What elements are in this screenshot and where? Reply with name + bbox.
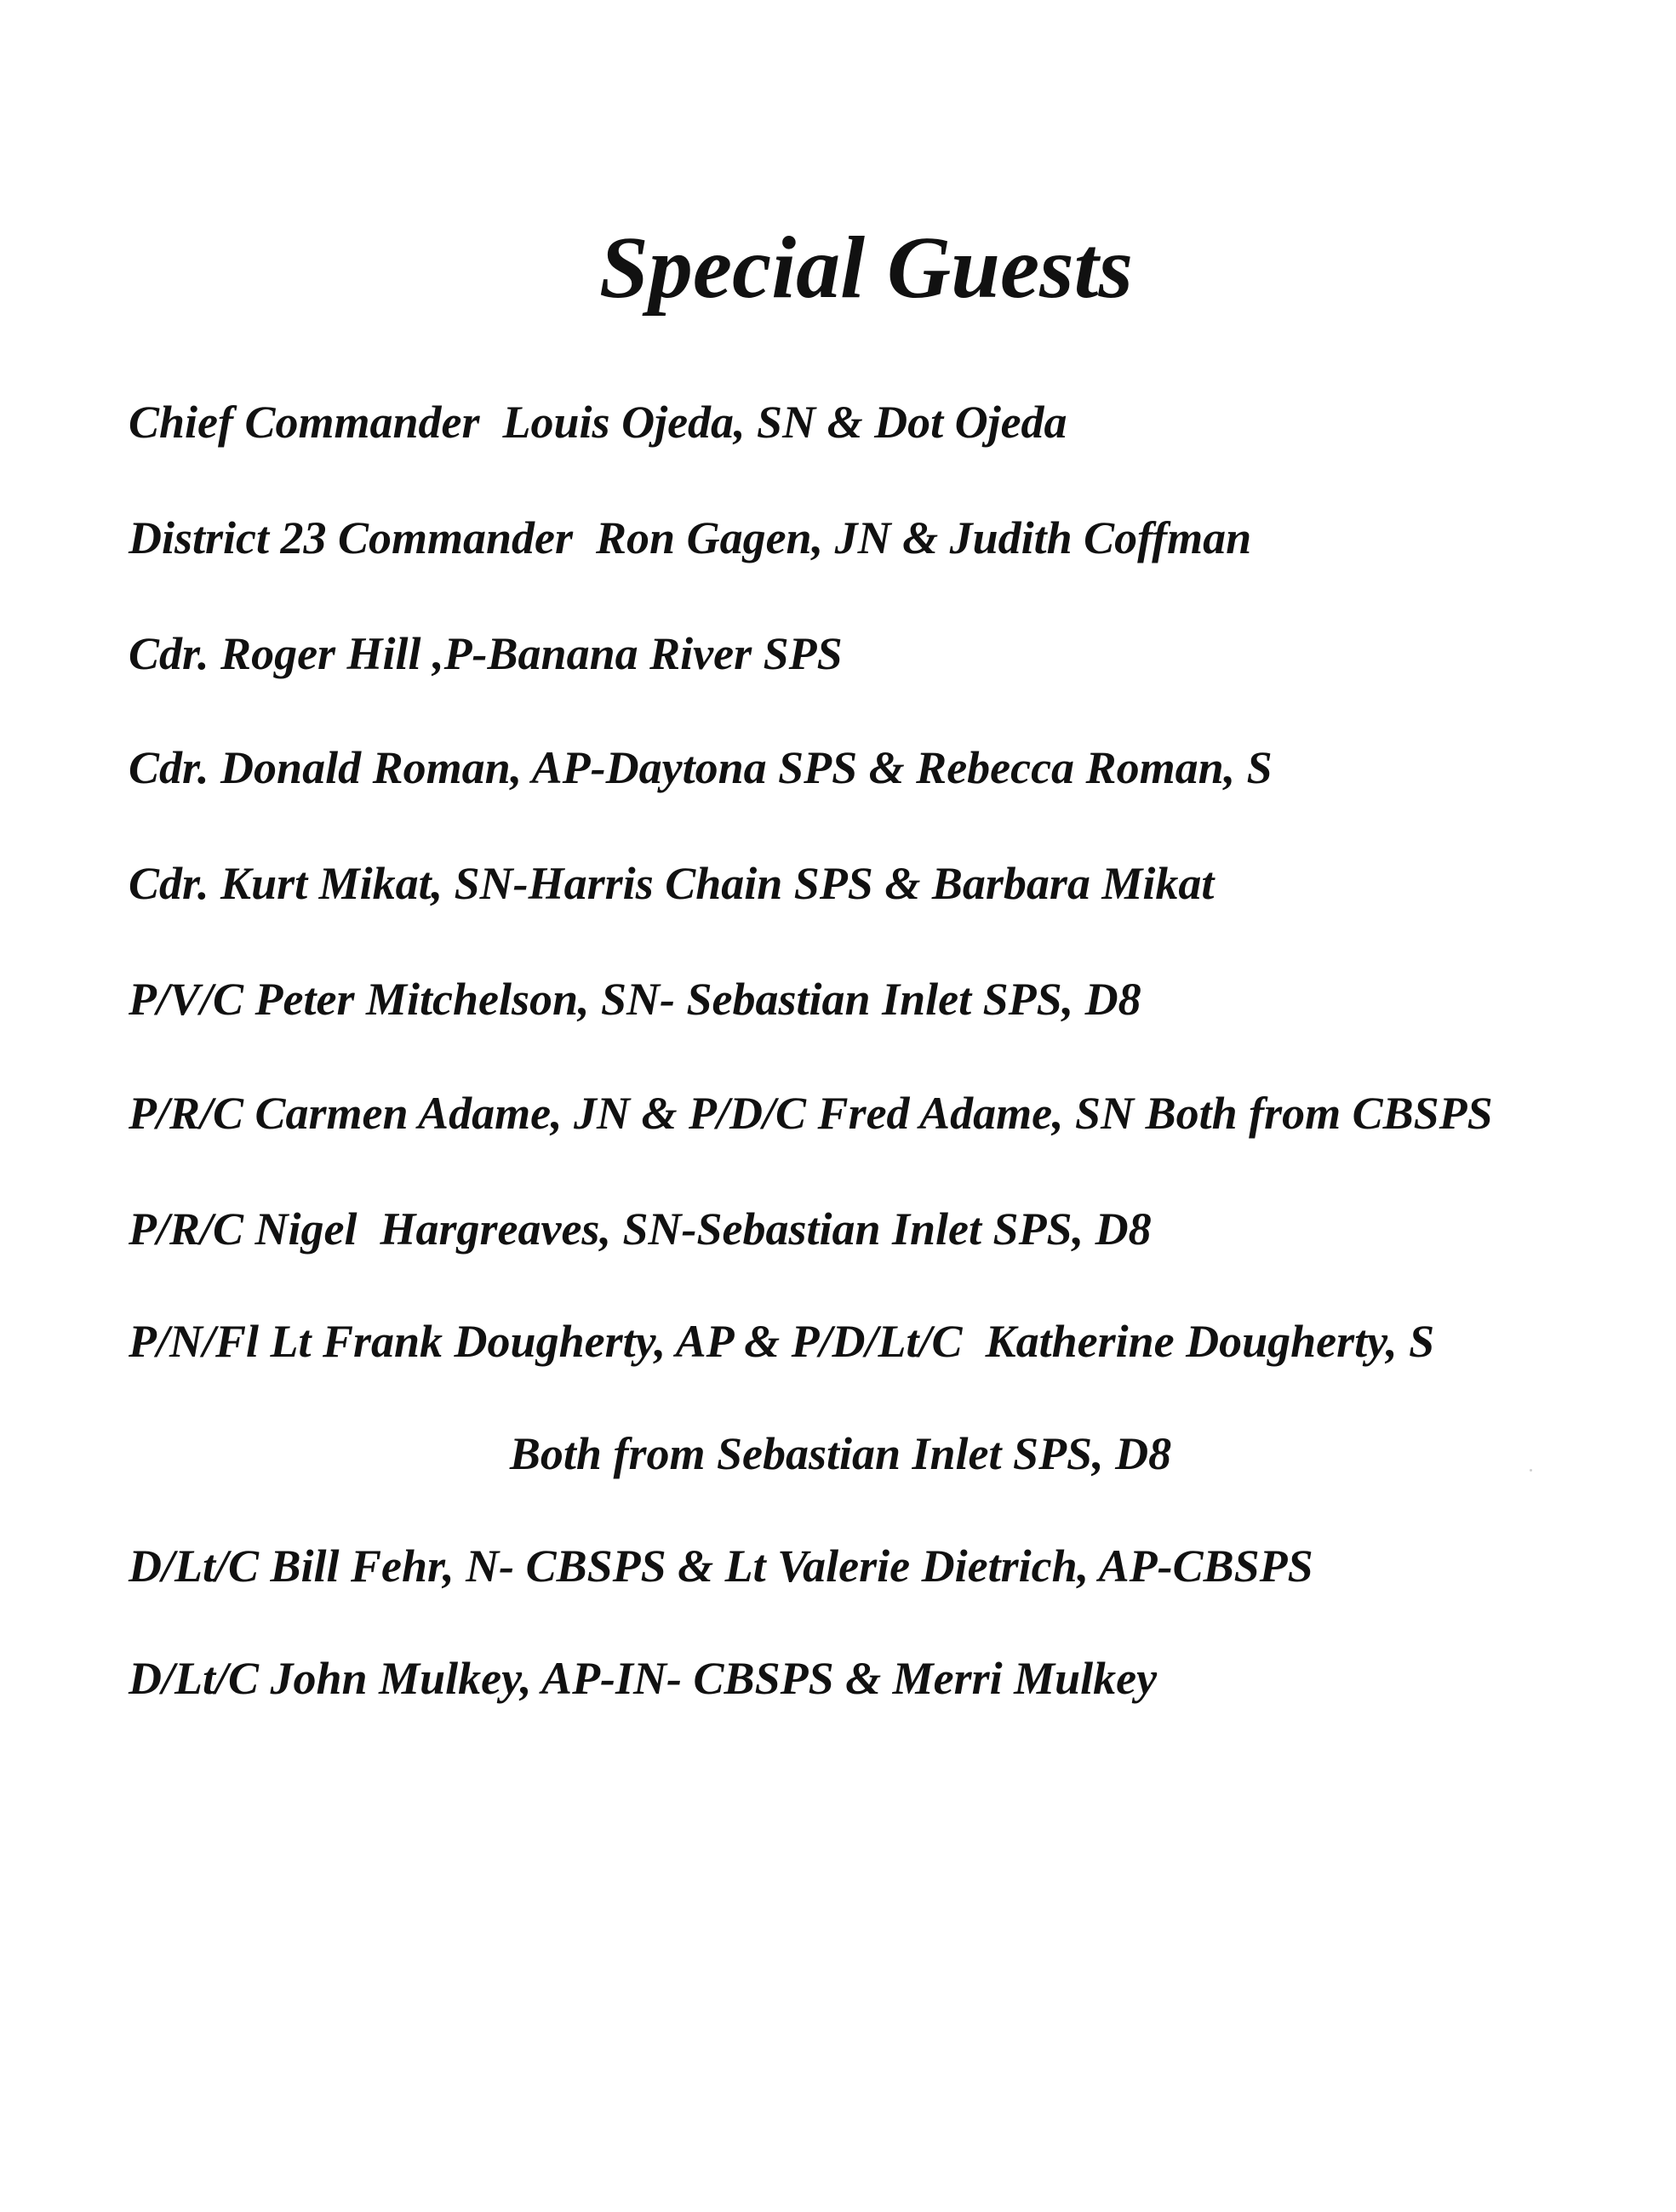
guest-line: District 23 Commander Ron Gagen, JN & Judith Coffman	[129, 512, 1252, 563]
guest-line: Cdr. Roger Hill ,P-Banana River SPS	[129, 628, 843, 679]
page-title: Special Guests	[599, 219, 1133, 317]
guest-line: P/R/C Nigel Hargreaves, SN-Sebastian Inlet SPS, D8	[129, 1203, 1152, 1255]
guest-line-continuation: Both from Sebastian Inlet SPS, D8	[509, 1428, 1172, 1479]
guest-line: P/N/Fl Lt Frank Dougherty, AP & P/D/Lt/C Katherine Dougherty, S	[129, 1316, 1435, 1367]
guest-line: Cdr. Kurt Mikat, SN-Harris Chain SPS & Barbara Mikat	[129, 858, 1215, 909]
guest-line: Cdr. Donald Roman, AP-Daytona SPS & Rebecca Roman, S	[129, 742, 1273, 793]
guest-line: Chief Commander Louis Ojeda, SN & Dot Ojeda	[129, 397, 1067, 448]
scan-speck	[1530, 1469, 1532, 1472]
guest-line: D/Lt/C John Mulkey, AP-IN- CBSPS & Merri Mulkey	[129, 1653, 1158, 1704]
guest-line: D/Lt/C Bill Fehr, N- CBSPS & Lt Valerie Dietrich, AP-CBSPS	[129, 1540, 1313, 1592]
guest-line: P/V/C Peter Mitchelson, SN- Sebastian Inlet SPS, D8	[129, 974, 1141, 1025]
guest-line: P/R/C Carmen Adame, JN & P/D/C Fred Adame, SN Both from CBSPS	[129, 1088, 1493, 1139]
